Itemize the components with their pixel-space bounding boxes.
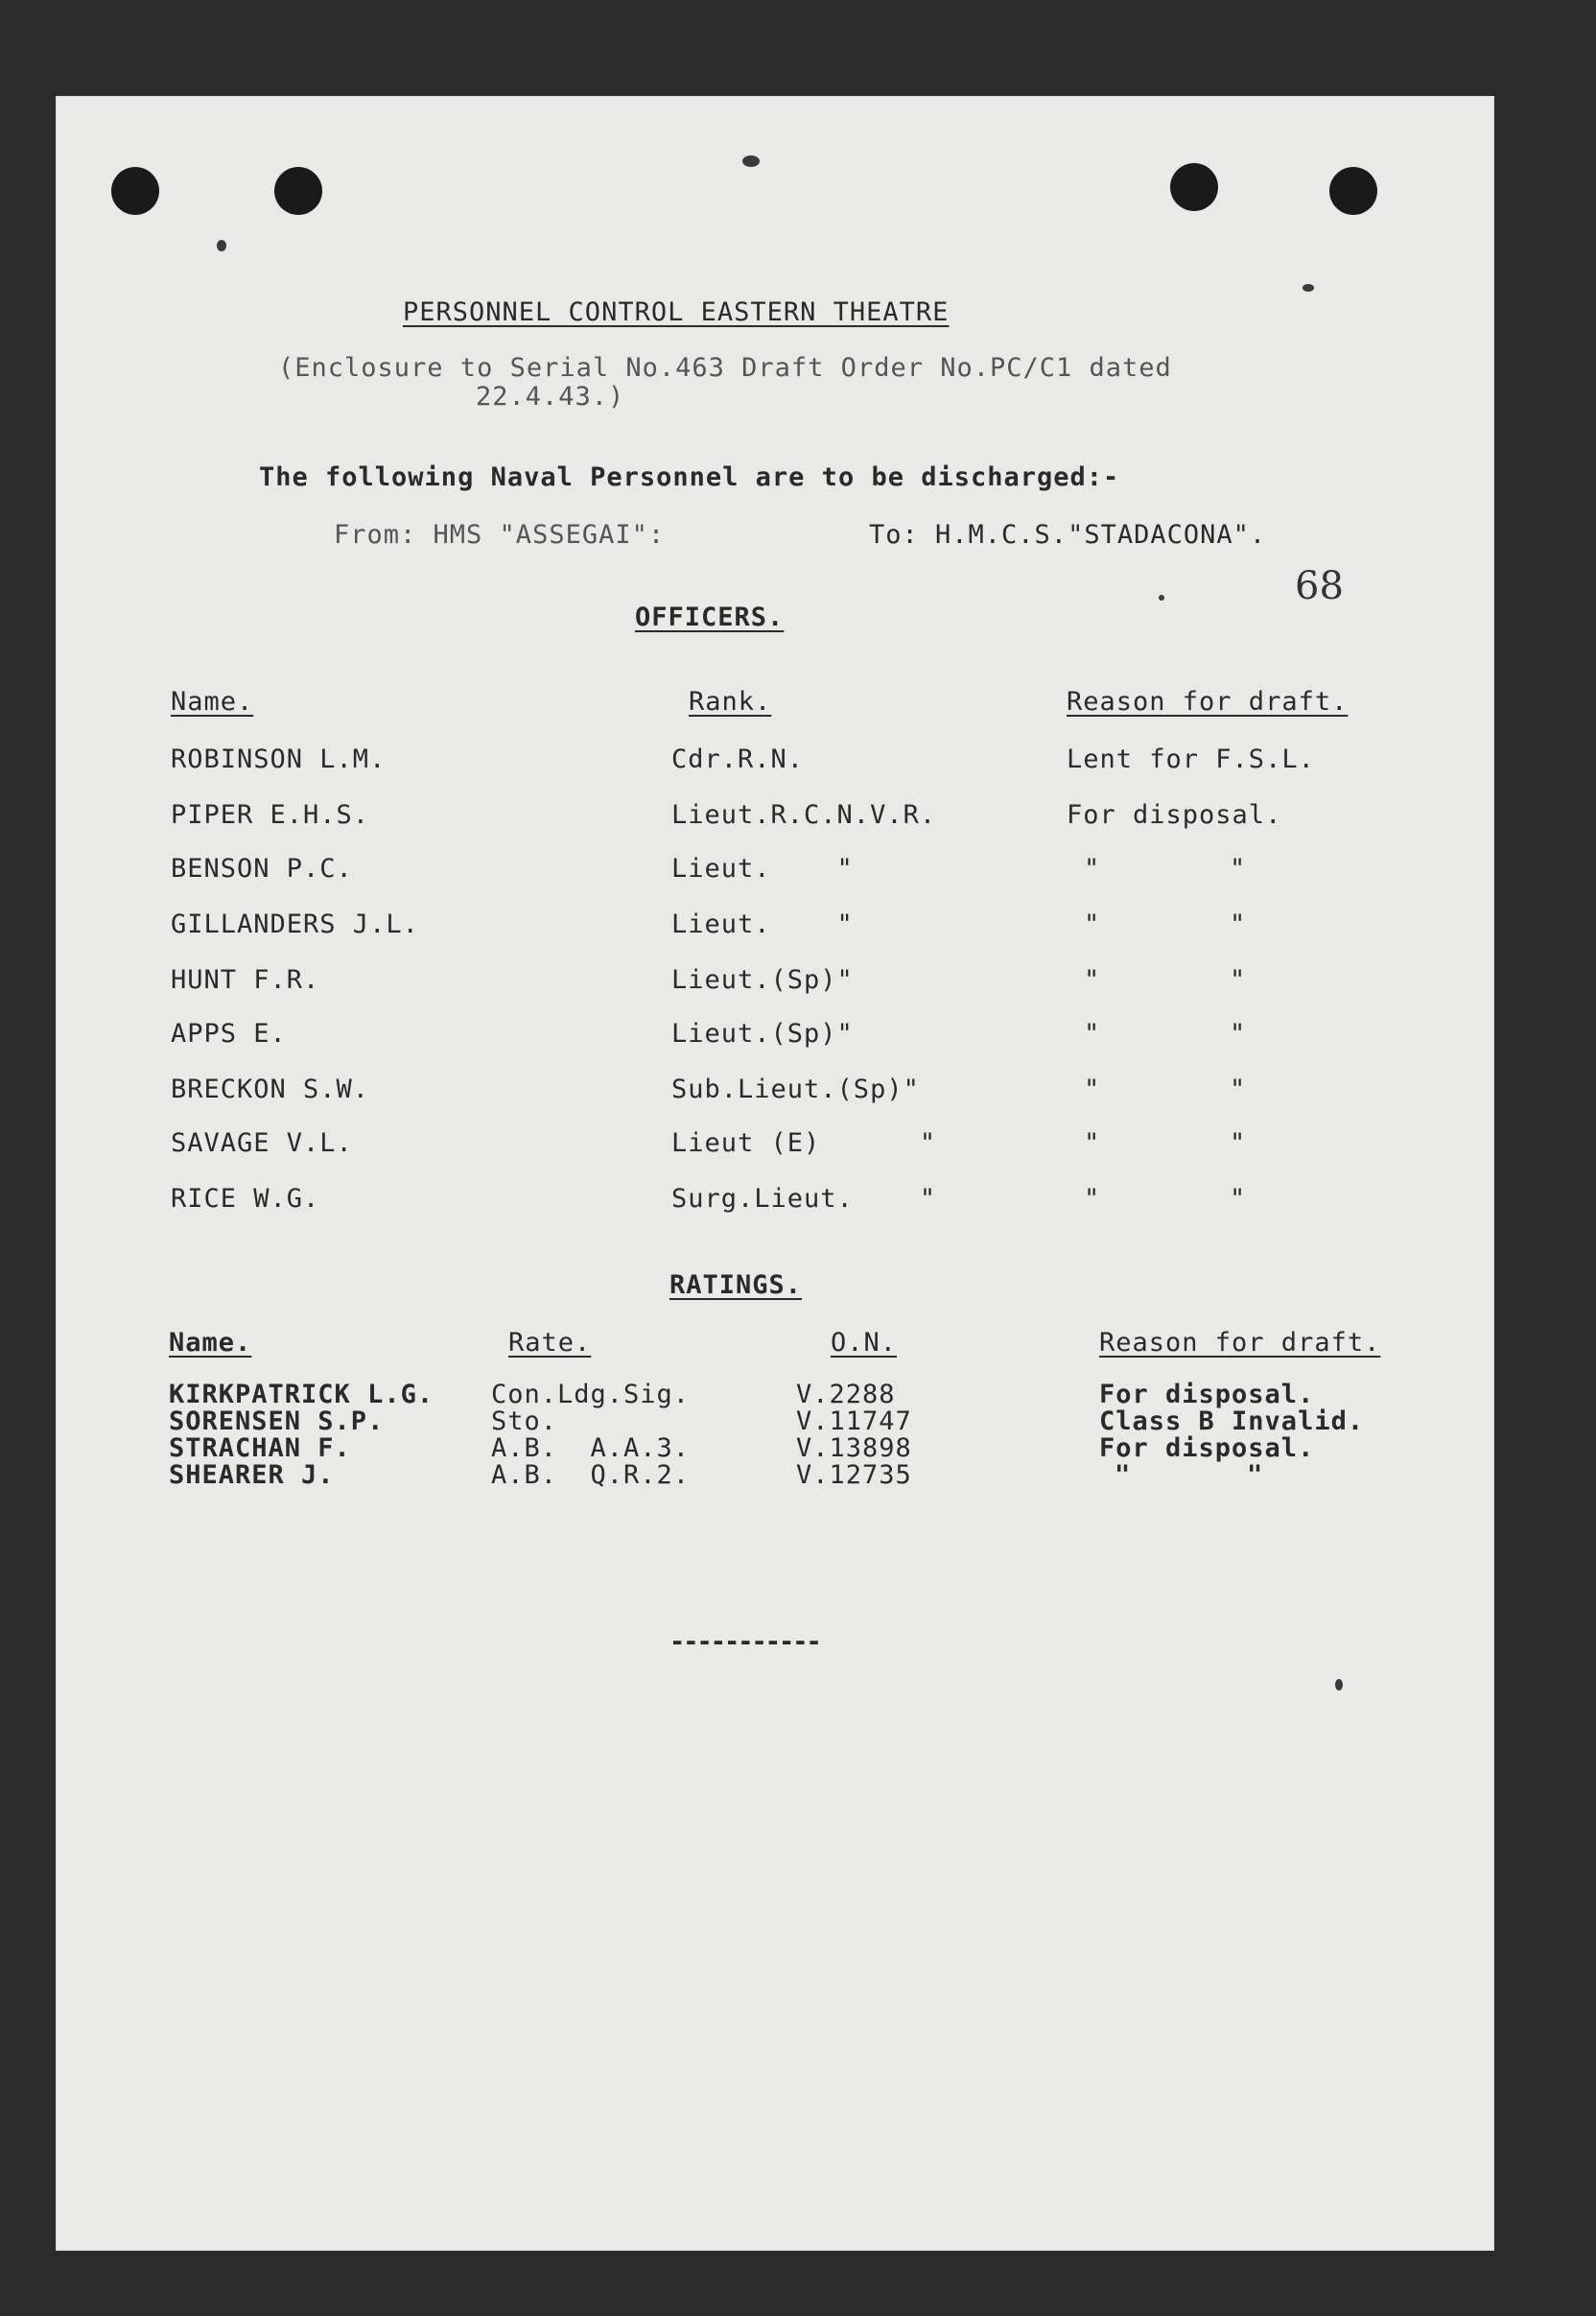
officer-name: GILLANDERS J.L. [171,910,419,939]
ratings-col-on: O.N. [831,1328,898,1358]
rating-reason: " " [1115,1460,1264,1490]
rating-rate: A.B. A.A.3. [491,1433,691,1463]
ink-speck [217,240,226,251]
officers-col-reason: Reason for draft. [1067,687,1349,717]
officer-reason: For disposal. [1067,800,1282,830]
officer-reason-ditto-a: " [1084,1128,1101,1158]
officer-reason-ditto-b: " [1230,1128,1247,1158]
rating-reason: For disposal. [1099,1433,1315,1463]
officer-rank: Lieut.R.C.N.V.R. [671,800,937,830]
officer-rank: Lieut (E) " [671,1128,937,1158]
officers-col-name: Name. [171,687,254,717]
rating-official-number: V.11747 [796,1406,912,1436]
rating-official-number: V.13898 [796,1433,912,1463]
officer-name: SAVAGE V.L. [171,1128,353,1158]
officer-rank: Surg.Lieut. " [671,1184,937,1214]
officer-reason-ditto-b: " [1230,854,1247,884]
to-ship: To: H.M.C.S."STADACONA". [869,520,1267,550]
officers-col-rank: Rank. [689,687,772,717]
officer-name: APPS E. [171,1019,287,1049]
rating-name: STRACHAN F. [169,1433,351,1463]
officer-reason-ditto-b: " [1230,965,1247,995]
rating-reason: For disposal. [1099,1380,1315,1409]
officer-rank: Cdr.R.N. [671,744,805,774]
officer-reason-ditto-a: " [1084,1184,1101,1214]
closing-rule: ----------- [669,1627,820,1657]
rating-rate: A.B. Q.R.2. [491,1460,691,1490]
rating-rate: Sto. [491,1406,558,1436]
officer-reason-ditto-a: " [1084,965,1101,995]
officer-name: HUNT F.R. [171,965,320,995]
ratings-heading: RATINGS. [669,1270,803,1300]
officer-rank: Lieut.(Sp)" [671,1019,854,1049]
intro-text: The following Naval Personnel are to be discharged:- [259,462,1120,492]
ink-speck [1303,284,1314,292]
rating-official-number: V.2288 [796,1380,896,1409]
ratings-col-name: Name. [169,1328,252,1358]
enclosure-reference: (Enclosure to Serial No.463 Draft Order No.PC/C1 dated [278,353,1172,383]
ink-speck [742,155,760,167]
enclosure-date: 22.4.43.) [476,382,625,412]
officer-reason-ditto-a: " [1084,910,1101,939]
officer-rank: Lieut.(Sp)" [671,965,854,995]
rating-rate: Con.Ldg.Sig. [491,1380,691,1409]
punch-hole [1170,163,1218,211]
officer-name: ROBINSON L.M. [171,744,387,774]
punch-hole [274,167,322,215]
officer-name: PIPER E.H.S. [171,800,370,830]
officer-reason-ditto-a: " [1084,1019,1101,1049]
rating-official-number: V.12735 [796,1460,912,1490]
officer-rank: Sub.Lieut.(Sp)" [671,1075,920,1104]
punch-hole [1329,167,1377,215]
officer-name: RICE W.G. [171,1184,320,1214]
officer-rank: Lieut. " [671,854,854,884]
ink-speck [1335,1679,1343,1690]
officer-name: BENSON P.C. [171,854,353,884]
page-number: 68 [1295,564,1344,608]
officer-rank: Lieut. " [671,910,854,939]
ratings-col-reason: Reason for draft. [1099,1328,1381,1358]
rating-name: SHEARER J. [169,1460,335,1490]
officer-reason: Lent for F.S.L. [1067,744,1315,774]
officer-reason-ditto-b: " [1230,1184,1247,1214]
officer-reason-ditto-a: " [1084,1075,1101,1104]
officer-reason-ditto-b: " [1230,910,1247,939]
rating-reason: Class B Invalid. [1099,1406,1365,1436]
officers-heading: OFFICERS. [635,603,785,632]
punch-hole [111,167,159,215]
officer-reason-ditto-b: " [1230,1019,1247,1049]
document-title: PERSONNEL CONTROL EASTERN THEATRE [403,297,950,327]
from-ship: From: HMS "ASSEGAI": [334,520,666,550]
officer-reason-ditto-a: " [1084,854,1101,884]
rating-name: KIRKPATRICK L.G. [169,1380,434,1409]
document-page [56,96,1494,2251]
officer-name: BRECKON S.W. [171,1075,370,1104]
officer-reason-ditto-b: " [1230,1075,1247,1104]
rating-name: SORENSEN S.P. [169,1406,385,1436]
ratings-col-rate: Rate. [508,1328,592,1358]
ink-speck [1159,595,1164,601]
